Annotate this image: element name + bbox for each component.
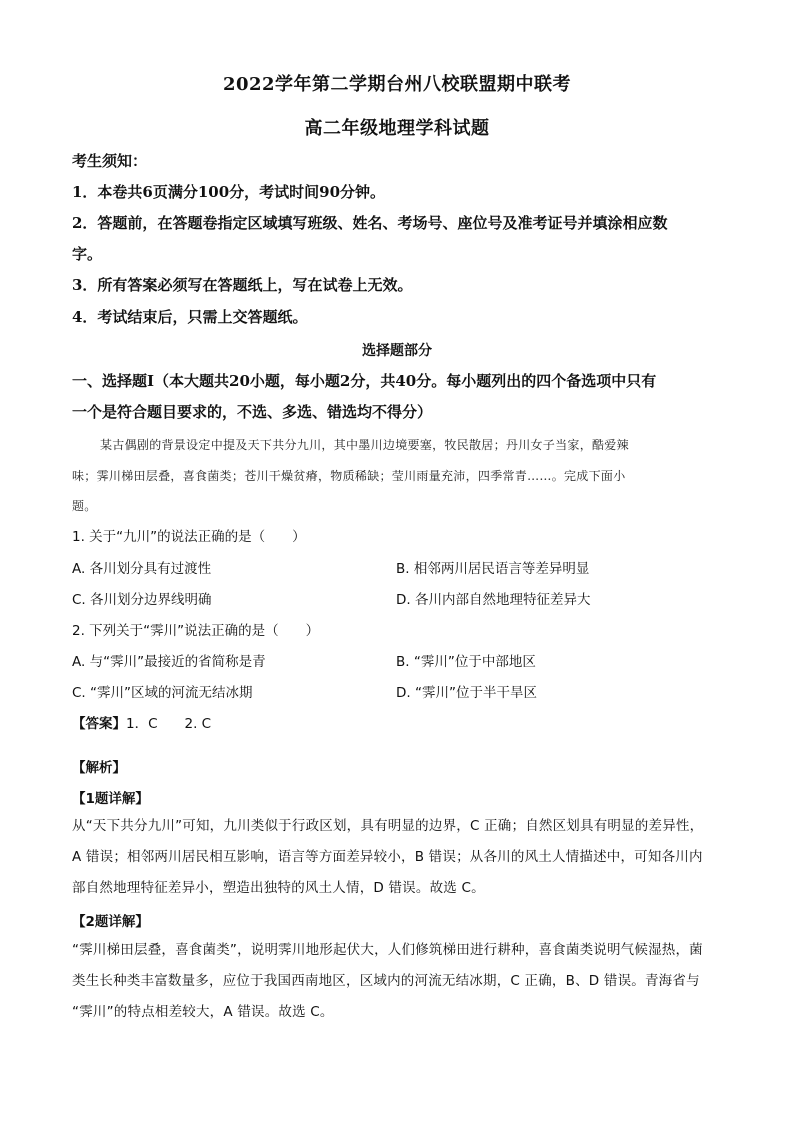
question-1-option-a: A. 各川划分具有过渡性 bbox=[72, 561, 212, 577]
question-2-option-d: D. “霁川”位于半干旱区 bbox=[396, 685, 537, 701]
answer-line bbox=[72, 712, 211, 732]
question-1-stem: 1. 关于“九川”的说法正确的是（ ） bbox=[72, 529, 306, 545]
section-title: 选择题部分 bbox=[362, 343, 432, 359]
notice-item-4: 4．考试结束后，只需上交答题纸。 bbox=[72, 308, 308, 326]
passage-line-1: 某古偶剧的背景设定中提及天下共分九川，其中墨川边境要塞，牧民散居；丹川女子当家，酷爱辣 bbox=[100, 438, 629, 452]
notice-item-2: 2．答题前，在答题卷指定区域填写班级、姓名、考场号、座位号及准考证号并填涂相应数 bbox=[72, 214, 668, 232]
answer-label: 【答案】 bbox=[72, 716, 126, 732]
question-1-option-b: B. 相邻两川居民语言等差异明显 bbox=[396, 561, 590, 577]
answer-text: 1．C 2. C bbox=[126, 716, 212, 732]
notice-item-3: 3．所有答案必须写在答题纸上，写在试卷上无效。 bbox=[72, 276, 413, 294]
detail-1-line: A 错误；相邻两川居民相互影响，语言等方面差异较小，B 错误；从各川的风土人情描述中，可知各川内 bbox=[72, 849, 703, 865]
passage-line-2: 味；霁川梯田层叠，喜食菌类；苍川干燥贫瘠，物质稀缺；莹川雨量充沛，四季常青……。完成下面小 bbox=[72, 469, 626, 483]
section-heading-line1: 一、选择题Ⅰ（本大题共20小题，每小题2分，共40分。每小题列出的四个备选项中只有 bbox=[72, 372, 657, 390]
notice-item-2-cont: 字。 bbox=[72, 245, 103, 263]
question-2-option-a: A. 与“霁川”最接近的省简称是青 bbox=[72, 654, 266, 670]
question-1-option-c: C. 各川划分边界线明确 bbox=[72, 592, 212, 608]
detail-1-label: 【1题详解】 bbox=[72, 791, 149, 807]
detail-1-line: 部自然地理特征差异小，塑造出独特的风土人情，D 错误。故选 C。 bbox=[72, 880, 485, 896]
question-2-stem: 2. 下列关于“霁川”说法正确的是（ ） bbox=[72, 623, 320, 639]
question-2-option-b: B. “霁川”位于中部地区 bbox=[396, 654, 536, 670]
notice-item-1: 1．本卷共6页满分100分，考试时间90分钟。 bbox=[72, 183, 386, 201]
analysis-label: 【解析】 bbox=[72, 760, 126, 776]
detail-1-body bbox=[72, 811, 722, 904]
detail-2-line: “霁川”的特点相差较大，A 错误。故选 C。 bbox=[72, 1004, 334, 1020]
question-1-option-d: D. 各川内部自然地理特征差异大 bbox=[396, 592, 591, 608]
exam-title: 2022学年第二学期台州八校联盟期中联考 bbox=[222, 74, 572, 95]
section-heading-line2: 一个是符合题目要求的，不选、多选、错选均不得分） bbox=[72, 403, 433, 421]
detail-2-line: “霁川梯田层叠，喜食菌类”，说明霁川地形起伏大，人们修筑梯田进行耕种，喜食菌类说明气候湿热，菌 bbox=[72, 942, 703, 958]
question-2-option-c: C. “霁川”区域的河流无结冰期 bbox=[72, 685, 253, 701]
detail-2-label: 【2题详解】 bbox=[72, 914, 149, 930]
detail-2-body bbox=[72, 935, 722, 1028]
detail-2-line: 类生长种类丰富数量多，应位于我国西南地区，区域内的河流无结冰期，C 正确，B、D 错误。青海省与 bbox=[72, 973, 700, 989]
passage-line-3: 题。 bbox=[72, 499, 97, 513]
exam-subtitle: 高二年级地理学科试题 bbox=[304, 118, 490, 139]
notice-heading: 考生须知： bbox=[72, 152, 148, 170]
detail-1-line: 从“天下共分九川”可知，九川类似于行政区划，具有明显的边界，C 正确；自然区划具有明显的差异性， bbox=[72, 818, 704, 834]
